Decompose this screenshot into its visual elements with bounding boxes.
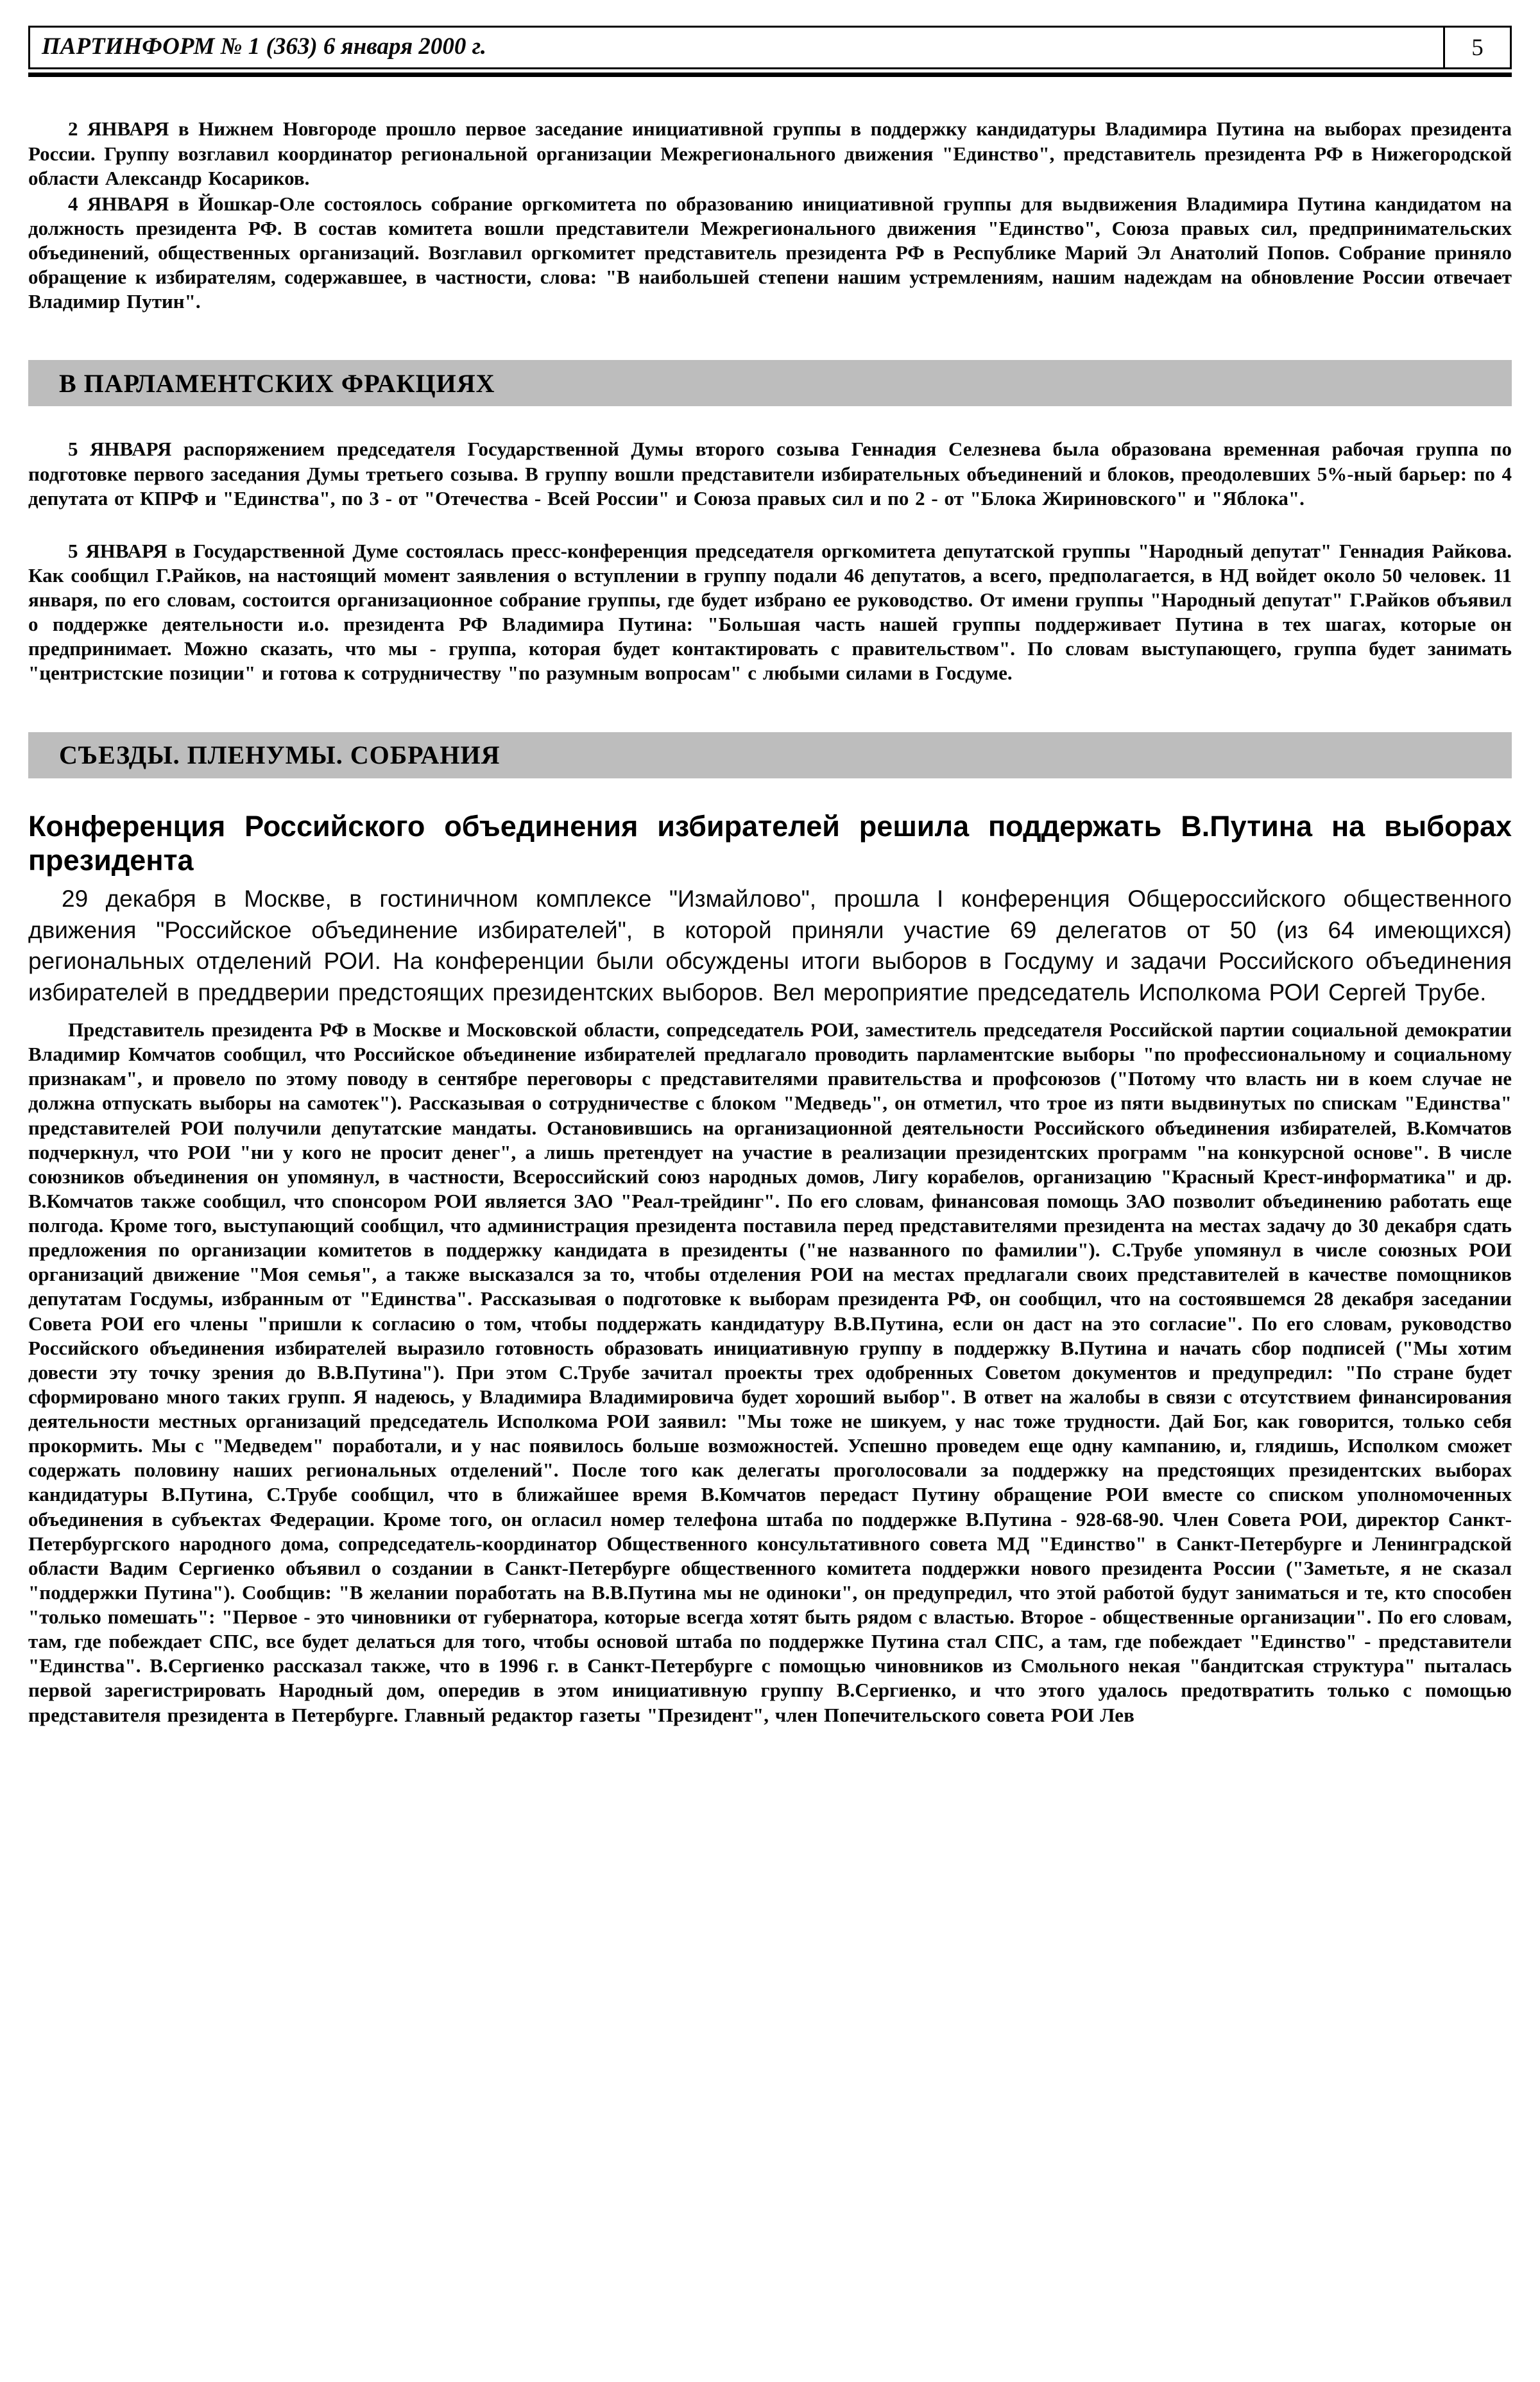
news-paragraph: 5 ЯНВАРЯ в Государственной Думе состоялась пресс-конференция председателя оргкомитета депутатской группы "Народный депутат" Геннадия Райкова. Как сообщил Г.Райков, на настоящий момент заявления о вступлении в группу подали 46 депутатов, а всего, предполагается, в НД войдет около 50 человек. 11 января, по его словам, состоится организационное собрание группы, где будет избрано ее руководство. От имени группы "Народный депутат" Г.Райков объявил о поддержке деятельности и.о. президента РФ Владимира Путина: "Большая часть нашей группы поддерживает Путина в тех шагах, которые он предпринимает. Можно сказать, что мы - группа, которая будет контактировать с правительством". По словам выступающего, группа будет занимать "центристские позиции" и готова к сотрудничеству "по разумным вопросам" с любыми силами в Госдуме. [28, 539, 1512, 685]
article-body-paragraph: Представитель президента РФ в Москве и Московской области, сопредседатель РОИ, заместитель председателя Российской партии социальной демократии Владимир Комчатов сообщил, что Российское объединение избирателей предлагало проводить парламентские выборы "по профессиональному и социальному признакам", и провело по этому поводу в сентябре переговоры с представителями правительства и профсоюзов ("Потому что власть ни в коем случае не должна отпускать выборы на самотек"). Рассказывая о сотрудничестве с блоком "Медведь", он отметил, что трое из пяти выдвинутых по спискам "Единства" представителей РОИ получили депутатские мандаты. Остановившись на организационной деятельности Российского объединения избирателей, В.Комчатов подчеркнул, что РОИ "ни у кого не просит денег", а лишь претендует на участие в реализации президентских программ "на конкурсной основе". В числе союзников объединения он упомянул, в частности, Всероссийский союз народных домов, Лигу корабелов, организацию "Красный Крест-информатика" и др. В.Комчатов также сообщил, что спонсором РОИ является ЗАО "Реал-трейдинг". По его словам, финансовая помощь ЗАО позволит объединению работать еще полгода. Кроме того, выступающий сообщил, что администрация президента поставила перед представителями президента на местах задачу до 30 декабря сдать предложения по организации комитетов в поддержку кандидата в президенты ("не названного по фамилии"). С.Трубе упомянул в числе союзных РОИ организаций движение "Моя семья", а также высказался за то, чтобы отделения РОИ на местах предлагали своих представителей в качестве помощников депутатам Госдумы, избранным от "Единства". Рассказывая о подготовке к выборам президента РФ, он сообщил, что на состоявшемся 28 декабря заседании Совета РОИ его члены "пришли к согласию о том, чтобы поддержать кандидатуру В.В.Путина, если он даст на это согласие". По его словам, руководство Российского объединения избирателей выразило готовность образовать инициативную группу в поддержку В.Путина и начать сбор подписей ("Мы хотим довести эту точку зрения до В.В.Путина"). При этом С.Трубе зачитал проекты трех одобренных Советом документов и предупредил: "По стране будет сформировано много таких групп. Я надеюсь, у Владимира Владимировича будет хороший выбор". В ответ на жалобы в связи с отсутствием финансирования деятельности местных организаций председатель Исполкома РОИ заявил: "Мы тоже не шикуем, у нас тоже трудности. Дай Бог, как говорится, только себя прокормить. Мы с "Медведем" поработали, и у нас появилось больше возможностей. Успешно проведем еще одну кампанию, и, глядишь, Исполком сможет содержать половину наших региональных отделений". После того как делегаты проголосовали за поддержку на предстоящих президентских выборах кандидатуры В.Путина, С.Трубе сообщил, что в ближайшее время В.Комчатов передаст Путину обращение РОИ вместе со списком уполномоченных объединения в субъектах Федерации. Кроме того, он огласил номер телефона штаба по поддержке В.Путина - 928-68-90. Член Совета РОИ, директор Санкт-Петербургского народного дома, сопредседатель-координатор Общественного консультативного совета МД "Единство" в Санкт-Петербурге и Ленинградской области Вадим Сергиенко объявил о создании в Санкт-Петербурге общественного комитета поддержки нового президента России ("Заметьте, я не сказал "поддержки Путина"). Сообщив: "В желании поработать на В.В.Путина мы не одиноки", он предупредил, что этой работой будут заниматься и те, кто способен "только помешать": "Первое - это чиновники от губернатора, которые всегда хотят быть рядом с властью. Второе - общественные организации". По его словам, там, где побеждает СПС, все будет делаться для того, чтобы основой штаба по поддержке Путина стал СПС, а там, где побеждает "Единство" - представители "Единства". В.Сергиенко рассказал также, что в 1996 г. в Санкт-Петербурге с помощью чиновников из Смольного некая "бандитская структура" пыталась первой зарегистрировать Народный дом, опередив в этом инициативную группу В.Сергиенко, и что этого удалось предотвратить только с помощью представителя президента в Петербурге. Главный редактор газеты "Президент", член Попечительского совета РОИ Лев [28, 1018, 1512, 1726]
news-block [28, 117, 1512, 314]
section-heading: В ПАРЛАМЕНТСКИХ ФРАКЦИЯХ [59, 368, 495, 398]
news-paragraph: 4 ЯНВАРЯ в Йошкар-Оле состоялось собрание оргкомитета по образованию инициативной группы для выдвижения Владимира Путина кандидатом на должность президента РФ. В состав комитета вошли представители Межрегионального движения "Единство", Союза правых сил, предпринимательских объединений, общественных организаций. Возглавил оргкомитет представитель президента РФ в Республике Марий Эл Анатолий Попов. Собрание приняло обращение к избирателям, содержавшее, в частности, слова: "В наибольшей степени нашим устремлениям, нашим надеждам на обновление России отвечает Владимир Путин". [28, 192, 1512, 313]
newsletter-title: ПАРТИНФОРМ № 1 (363) 6 января 2000 г. [42, 33, 487, 60]
section-bar-congresses [28, 732, 1512, 778]
header-box [28, 26, 1512, 69]
article-title: Конференция Российского объединения избирателей решила поддержать В.Путина на выборах президента [28, 809, 1512, 877]
news-paragraph: 2 ЯНВАРЯ в Нижнем Новгороде прошло первое заседание инициативной группы в поддержку кандидатуры Владимира Путина на выборах президента России. Группу возглавил координатор региональной организации Межрегионального движения "Единство", представитель президента РФ в Нижегородской области Александр Косариков. [28, 117, 1512, 189]
page-number: 5 [1443, 28, 1510, 67]
page-header [28, 26, 1512, 77]
article-conference-roi [28, 809, 1512, 1727]
news-paragraph: 5 ЯНВАРЯ распоряжением председателя Государственной Думы второго созыва Геннадия Селезнева была образована временная рабочая группа по подготовке первого заседания Думы третьего созыва. В группу вошли представители избирательных объединений и блоков, преодолевших 5%-ный барьер: по 4 депутата от КПРФ и "Единства", по 3 - от "Отечества - Всей России" и Союза правых сил и по 2 - от "Блока Жириновского" и "Яблока". [28, 438, 1512, 510]
header-rule [28, 73, 1512, 77]
article-lead-paragraph: 29 декабря в Москве, в гостиничном комплексе "Измайлово", прошла I конференция Общероссийского общественного движения "Российское объединение избирателей", в которой приняли участие 69 делегатов от 50 (из 64 имеющихся) региональных отделений РОИ. На конференции были обсуждены итоги выборов в Госдуму и задачи Российского объединения избирателей в преддверии предстоящих президентских выборов. Вел мероприятие председатель Исполкома РОИ Сергей Трубе. [28, 885, 1512, 1006]
section-heading: СЪЕЗДЫ. ПЛЕНУМЫ. СОБРАНИЯ [59, 741, 501, 770]
section-parliament-fractions-content [28, 437, 1512, 685]
section-bar-parliament-fractions [28, 360, 1512, 406]
